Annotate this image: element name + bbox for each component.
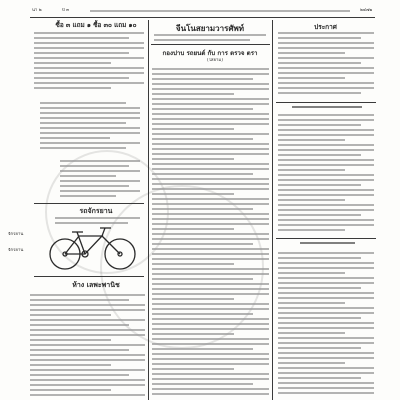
bicycle-illustration bbox=[45, 222, 140, 272]
left-advert-text bbox=[60, 160, 140, 200]
header-issue-number: ปี ๓ bbox=[62, 8, 70, 13]
article-subheading: (ไสยาม) bbox=[207, 58, 223, 63]
left-notice-text bbox=[40, 102, 140, 150]
right-top-label: ประกาศ bbox=[314, 23, 337, 31]
masthead-subtext bbox=[154, 34, 266, 42]
right-lower-heading-bar bbox=[300, 242, 355, 246]
right-section-heading-bar bbox=[292, 106, 362, 110]
column-rule-2 bbox=[272, 20, 273, 400]
right-section-text bbox=[278, 114, 374, 234]
header-date-right: ๒๔๗๒ bbox=[360, 8, 373, 13]
bicycle-ad-label: รถจักรยาน bbox=[79, 206, 113, 215]
masthead-title: จีนโนสยามวารศัพท์ bbox=[175, 23, 245, 33]
column-rule-1 bbox=[148, 20, 149, 400]
right-divider-2 bbox=[276, 238, 376, 239]
article-heading: กองปาบ รถยนต์ กับ การ ตรวจ ตรา bbox=[162, 50, 258, 57]
lottery-heading: ซื้อ ๓ แถม ๑ ซื้อ ๓๐ แถม ๑๐ bbox=[55, 21, 137, 29]
right-notice-text bbox=[278, 32, 374, 100]
left-shop-text bbox=[30, 294, 145, 400]
left-intro-text bbox=[34, 32, 144, 90]
side-label-1: จักรยาน bbox=[8, 232, 24, 237]
header-rule bbox=[30, 17, 375, 18]
left-divider-2 bbox=[34, 276, 144, 277]
masthead-rule bbox=[151, 44, 270, 45]
right-divider-1 bbox=[276, 102, 376, 103]
side-label-2: จักรยาน bbox=[8, 248, 24, 253]
right-lower-text bbox=[278, 252, 374, 400]
article-body-text bbox=[152, 68, 269, 400]
left-divider-1 bbox=[34, 203, 144, 204]
shop-name: ห้าง เลพะพานิช bbox=[72, 280, 120, 289]
header-line-text bbox=[90, 10, 350, 14]
header-page-number: น่า ๒ bbox=[32, 8, 42, 13]
